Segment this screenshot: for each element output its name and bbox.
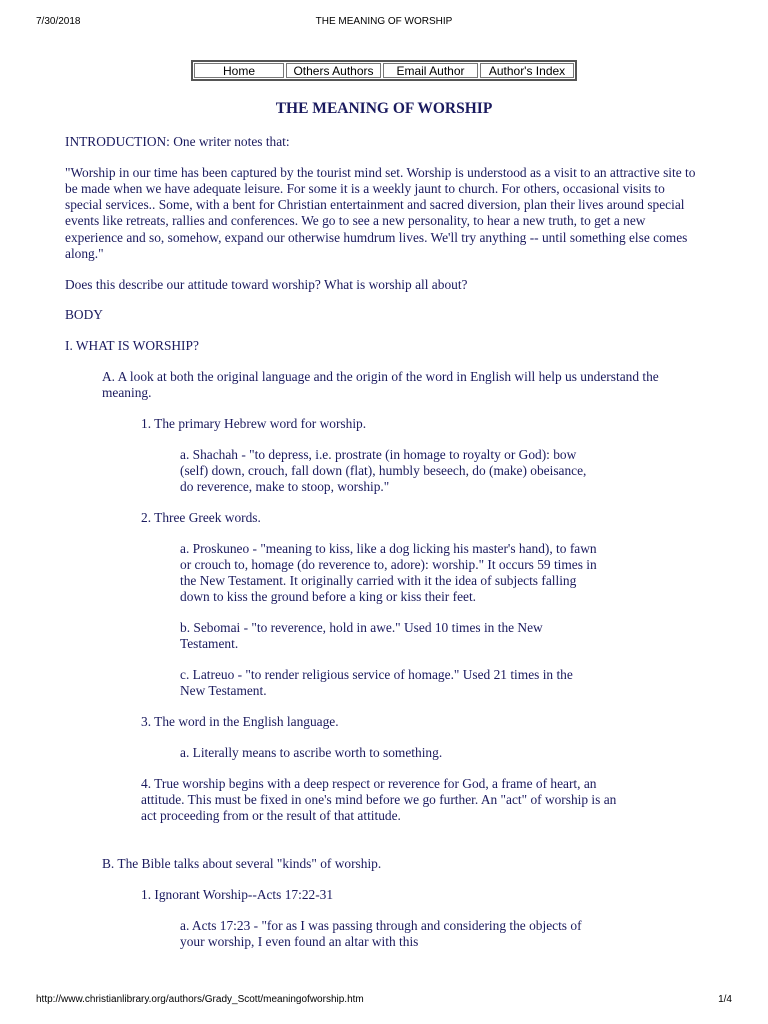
print-title: THE MEANING OF WORSHIP (315, 16, 453, 27)
introduction-heading: INTRODUCTION: One writer notes that: (65, 134, 290, 149)
outline-subpoint: a. Acts 17:23 - "for as I was passing through and considering the objects of your worship, I even found an altar with this (180, 918, 582, 950)
outline-subpoint: c. Latreuo - "to render religious service of homage." Used 21 times in the New Testament. (180, 667, 573, 699)
introduction-quote: "Worship in our time has been captured by the tourist mind set. Worship is understood as a visit to an attractive site to be made when we have adequate leisure. For some it is a weekly jaunt to church. For others, occasional visits to special services.. Some, with a bent for Christian entertainment and sacred diversion, plan their lives around special events like retreats, rallies and conferences. We go to see a new personality, to hear a new truth, to get a new experience and so, somehow, expand our otherwise humdrum lives. We'll try anything -- until something else comes along." (65, 164, 696, 261)
outline-point-4: 4. True worship begins with a deep respect or reverence for God, a frame of heart, an attitude. This must be fixed in one's mind before we go further. An "act" of worship is an act proceeding from or the result of that attitude. (141, 775, 617, 824)
print-date: 7/30/2018 (36, 16, 81, 27)
nav-home-link[interactable]: Home (194, 63, 284, 78)
section-heading: I. WHAT IS WORSHIP? (65, 338, 199, 354)
outline-subpoint: b. Sebomai - "to reverence, hold in awe." Used 10 times in the New Testament. (180, 620, 543, 652)
outline-subpoint: a. Literally means to ascribe worth to something. (180, 745, 443, 760)
nav-authors-index-link[interactable]: Author's Index (480, 63, 574, 78)
body-heading: BODY (65, 307, 103, 323)
document-body (65, 134, 705, 965)
outline-point-2: 2. Three Greek words. (141, 510, 261, 525)
outline-point-1: 1. Ignorant Worship--Acts 17:22-31 (141, 887, 334, 903)
outline-point-b: B. The Bible talks about several "kinds" of worship. (102, 856, 382, 872)
print-header (0, 16, 768, 30)
outline-point-3: 3. The word in the English language. (141, 714, 339, 730)
print-footer (0, 994, 768, 1008)
print-page-number: 1/4 (718, 994, 732, 1005)
nav-email-author-link[interactable]: Email Author (383, 63, 478, 78)
outline-subpoint: a. Shachah - "to depress, i.e. prostrate (in homage to royalty or God): bow (self) down, crouch, fall down (flat), humbly beseech, do (make) obeisance, do reverence, make to stoop, worship." (180, 446, 587, 495)
introduction-question: Does this describe our attitude toward worship? What is worship all about? (65, 276, 468, 292)
author-navbar (191, 60, 577, 81)
nav-others-authors-link[interactable]: Others Authors (286, 63, 381, 78)
outline-subpoint: a. Proskuneo - "meaning to kiss, like a dog licking his master's hand), to fawn or crouch to, homage (do reverence to, adore): worship." It occurs 59 times in the New Testament. It originally carried with it the idea of subjects falling down to kiss the ground before a king or kiss their feet. (180, 540, 597, 605)
document-title: THE MEANING OF WORSHIP (275, 100, 493, 117)
print-url: http://www.christianlibrary.org/authors/Grady_Scott/meaningofworship.htm (36, 994, 364, 1005)
outline-point-a: A. A look at both the original language and the origin of the word in English will help us understand the meaning. (102, 369, 659, 401)
outline-point-1: 1. The primary Hebrew word for worship. (141, 416, 367, 431)
